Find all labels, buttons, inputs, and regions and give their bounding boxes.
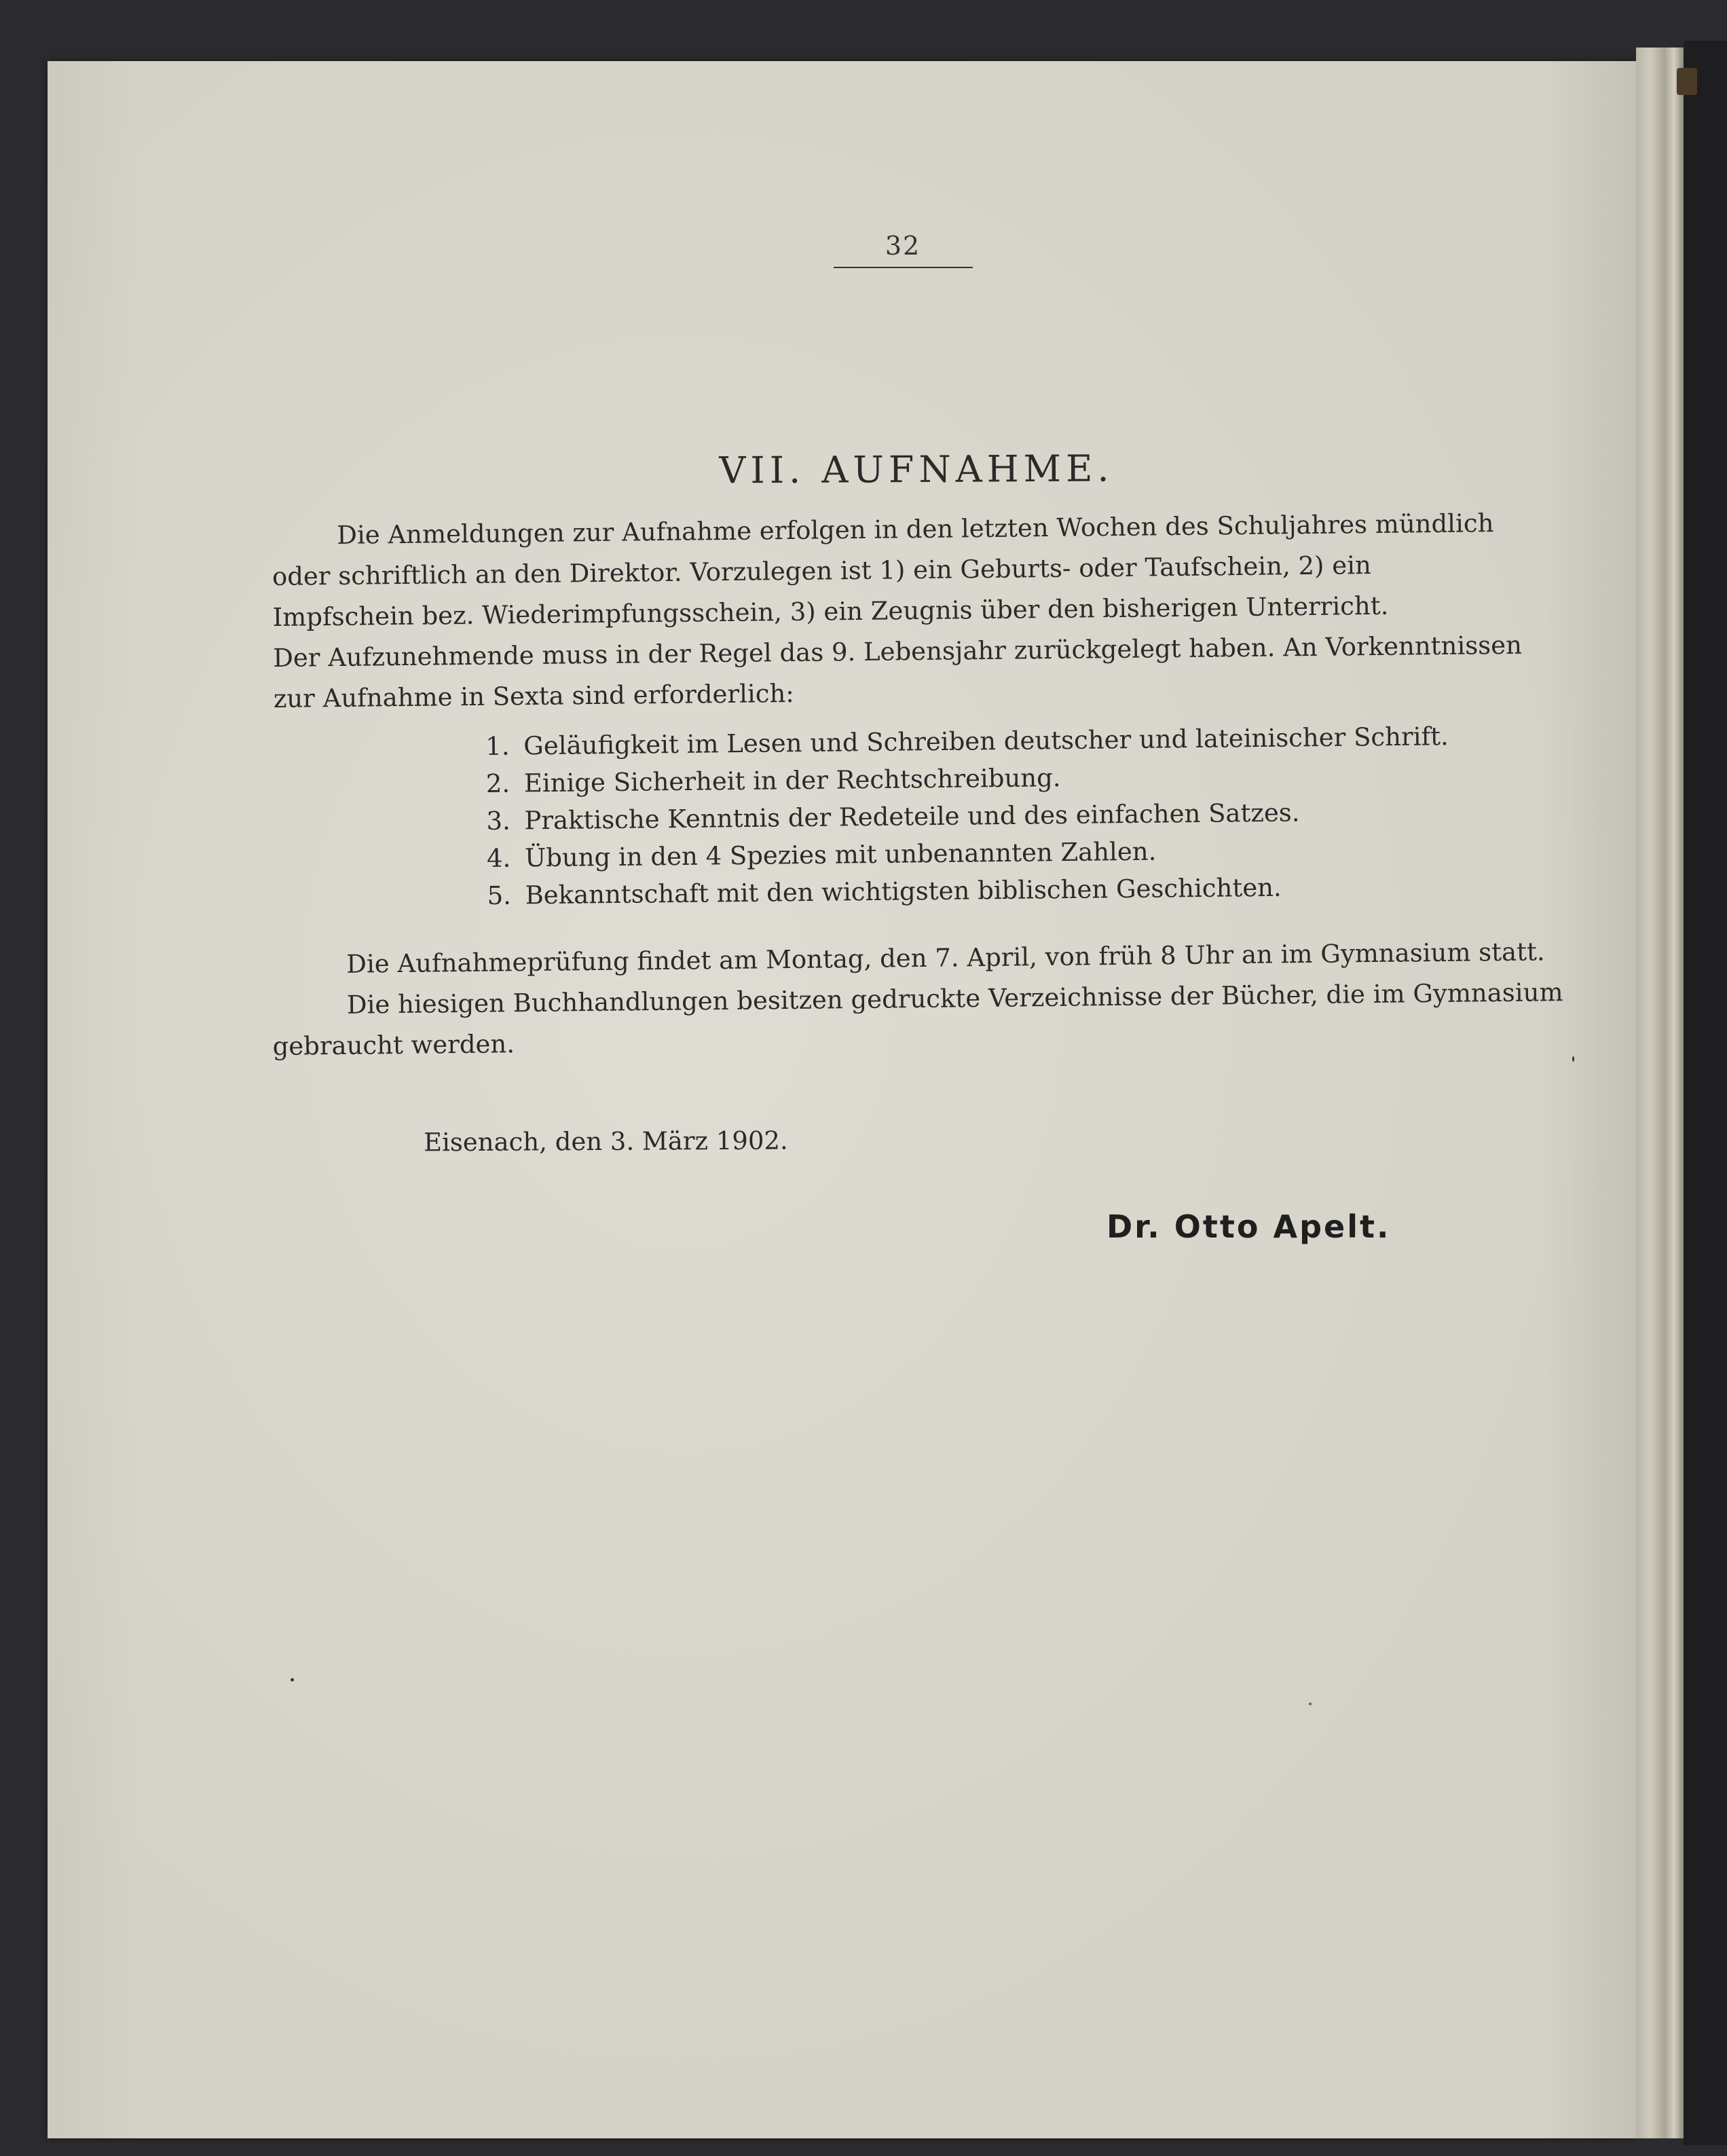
list-item-text: Geläufigkeit im Lesen und Schreiben deutscher und lateinischer Schrift. bbox=[523, 722, 1449, 761]
list-item-number: 2. bbox=[485, 768, 510, 798]
paragraph-line: gebraucht werden. bbox=[272, 1029, 515, 1061]
section-title: VII. AUFNAHME. bbox=[719, 447, 1114, 492]
list-item-text: Bekanntschaft mit den wichtigsten biblischen Geschichten. bbox=[525, 872, 1282, 910]
list-item-text: Praktische Kenntnis der Redeteile und des einfachen Satzes. bbox=[524, 798, 1300, 836]
paragraph-line: zur Aufnahme in Sexta sind erforderlich: bbox=[273, 678, 795, 713]
paragraph-line: Der Aufzunehmende muss in der Regel das 9. Lebensjahr zurückgelegt haben. An Vorkenntnissen bbox=[272, 630, 1523, 673]
page-number: 32 bbox=[885, 231, 921, 261]
list-item-number: 4. bbox=[486, 843, 511, 873]
paragraph-line: oder schriftlich an den Direktor. Vorzulegen ist 1) ein Geburts- oder Taufschein, 2) ein bbox=[272, 551, 1372, 591]
page-number-rule bbox=[834, 267, 973, 268]
list-item-number: 5. bbox=[487, 880, 512, 910]
place-date: Eisenach, den 3. März 1902. bbox=[423, 1126, 788, 1157]
exam-paragraph bbox=[272, 931, 1563, 1067]
paragraph-line: Die Aufnahmeprüfung findet am Montag, den 7. April, von früh 8 Uhr an im Gymnasium statt. bbox=[346, 937, 1545, 979]
list-item-number: 1. bbox=[485, 731, 510, 761]
list-item-number: 3. bbox=[486, 806, 510, 836]
signature: Dr. Otto Apelt. bbox=[1107, 1208, 1391, 1245]
ink-speck bbox=[1309, 1703, 1312, 1705]
requirements-list bbox=[485, 717, 1506, 914]
paragraph-line: Die Anmeldungen zur Aufnahme erfolgen in den letzten Wochen des Schuljahres mündlich bbox=[337, 508, 1494, 550]
paragraph-line: Die hiesigen Buchhandlungen besitzen gedruckte Verzeichnisse der Bücher, die im Gymnasium bbox=[346, 978, 1563, 1020]
list-item-text: Einige Sicherheit in der Rechtschreibung. bbox=[523, 763, 1061, 798]
list-item-text: Übung in den 4 Spezies mit unbenannten Zahlen. bbox=[524, 836, 1157, 873]
ink-speck bbox=[291, 1678, 294, 1681]
paragraph-line: Impfschein bez. Wiederimpfungsschein, 3) ein Zeugnis über den bisherigen Unterricht. bbox=[272, 591, 1389, 632]
intro-paragraph bbox=[272, 502, 1563, 720]
ink-speck bbox=[1572, 1056, 1574, 1062]
